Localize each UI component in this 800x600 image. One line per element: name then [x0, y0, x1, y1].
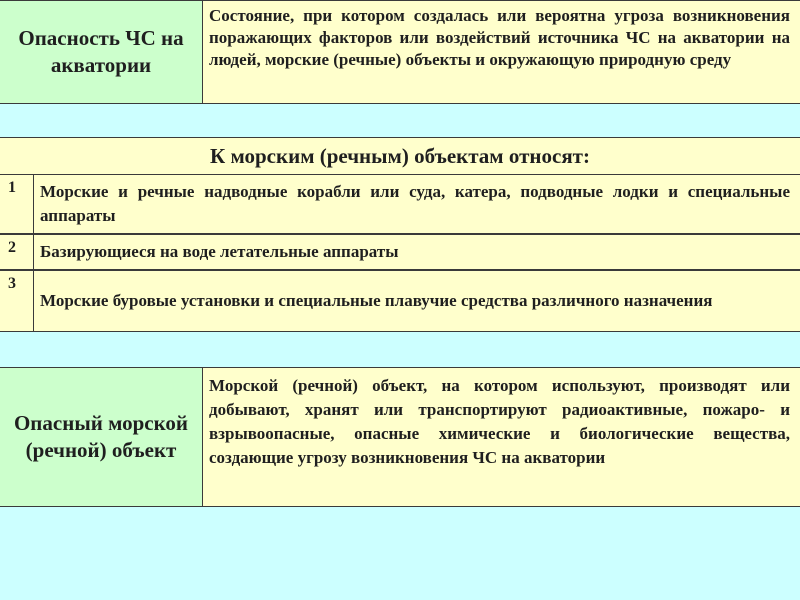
term-cell [0, 368, 203, 506]
objects-section-title-bar [0, 137, 800, 175]
term-dangerous-object: Опасный морской (речной) объект [13, 411, 189, 462]
list-item [0, 270, 800, 332]
item-cell [34, 175, 800, 233]
definition-cell [203, 1, 800, 103]
item-number: 1 [0, 175, 34, 233]
list-item [0, 174, 800, 234]
list-item [0, 234, 800, 270]
definition-row-hazard [0, 0, 800, 104]
definition-row-dangerous-object [0, 367, 800, 507]
term-hazard: Опасность ЧС на акватории [18, 26, 184, 77]
definition-cell [203, 368, 800, 506]
item-number: 3 [0, 271, 34, 331]
item-cell [34, 235, 800, 269]
item-number: 2 [0, 235, 34, 269]
item-cell [34, 271, 800, 331]
definition-hazard-text: Состояние, при котором создалась или вероятна угроза возникновения поражающих факторов или воздействий источника ЧС на акватории на людей, морские (речные) объекты и окружающую природную среду [209, 6, 790, 69]
definition-dangerous-object-text: Морской (речной) объект, на котором используют, производят или добывают, хранят или транспортируют радиоактивные, пожаро- и взрывоопасные, опасные химические и биологические вещества, создающие угрозу возникновения ЧС на акватории [209, 376, 790, 467]
item-text: Морские буровые установки и специальные плавучие средства различного назначения [40, 291, 713, 310]
term-cell [0, 1, 203, 103]
item-text: Морские и речные надводные корабли или суда, катера, подводные лодки и специальные аппараты [40, 182, 790, 225]
objects-section-title: К морским (речным) объектам относят: [209, 143, 590, 168]
item-text: Базирующиеся на воде летательные аппараты [40, 242, 399, 261]
